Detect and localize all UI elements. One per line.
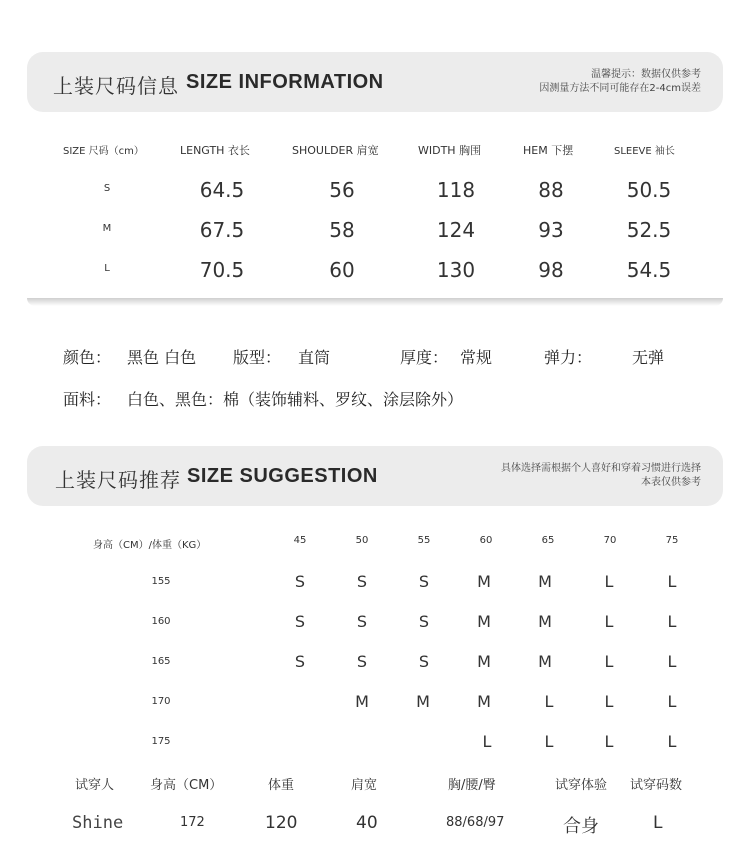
size-cell: S xyxy=(356,572,368,591)
size-cell: L xyxy=(667,732,677,751)
table-cell: 118 xyxy=(436,178,476,202)
size-cell: L xyxy=(667,572,677,591)
tryon-header: 胸/腰/臀 xyxy=(448,778,496,793)
table-cell: 50.5 xyxy=(626,178,672,202)
height-weight-header: 身高（CM）/体重（KG） xyxy=(93,540,207,551)
table-row-size: M xyxy=(102,223,112,234)
size-cell: L xyxy=(667,692,677,711)
size-cell: S xyxy=(418,652,430,671)
table-header: SIZE 尺码（cm） xyxy=(63,146,144,157)
tryon-value: 40 xyxy=(356,813,378,833)
tryon-value: 172 xyxy=(180,815,205,830)
size-information-banner xyxy=(27,52,723,112)
table-cell: 93 xyxy=(538,218,564,242)
size-information-title-cn: 上装尺码信息 xyxy=(53,74,179,98)
weight-header: 55 xyxy=(417,535,431,546)
tryon-value: 88/68/97 xyxy=(446,815,505,830)
table-header: LENGTH 衣长 xyxy=(180,144,250,157)
size-cell: S xyxy=(418,612,430,631)
thickness-label: 厚度： xyxy=(400,348,449,367)
table-cell: 52.5 xyxy=(626,218,672,242)
size-cell: M xyxy=(355,692,369,711)
table-header: SLEEVE 袖长 xyxy=(614,146,675,157)
table-cell: 67.5 xyxy=(199,218,245,242)
size-suggestion-title-en: SIZE SUGGESTION xyxy=(187,465,378,487)
elastic-value: 无弹 xyxy=(632,348,665,367)
table-cell: 124 xyxy=(436,218,476,242)
weight-header: 65 xyxy=(541,535,555,546)
size-cell: L xyxy=(604,572,614,591)
weight-header: 60 xyxy=(479,535,493,546)
size-cell: M xyxy=(477,692,491,711)
table-cell: 56 xyxy=(329,178,355,202)
size-cell: L xyxy=(544,692,554,711)
size-cell: S xyxy=(356,652,368,671)
table-cell: 88 xyxy=(538,178,564,202)
elastic-label: 弹力： xyxy=(544,348,593,367)
table-row-size: S xyxy=(103,183,111,194)
size-information-title-en: SIZE INFORMATION xyxy=(186,71,384,93)
table-header: SHOULDER 肩宽 xyxy=(292,144,379,157)
tryon-header: 身高（CM） xyxy=(150,778,223,793)
table-header: WIDTH 胸围 xyxy=(418,144,482,157)
fit-label: 版型： xyxy=(233,348,282,367)
size-suggestion-title-cn: 上装尺码推荐 xyxy=(55,468,181,492)
tryon-header: 体重 xyxy=(268,778,295,793)
size-cell: M xyxy=(538,572,552,591)
size-cell: M xyxy=(538,652,552,671)
size-suggestion-banner xyxy=(27,446,723,506)
height-label: 175 xyxy=(151,736,171,747)
table-cell: 70.5 xyxy=(199,258,245,282)
size-cell: L xyxy=(544,732,554,751)
weight-header: 70 xyxy=(603,535,617,546)
fit-value: 直筒 xyxy=(298,348,331,367)
thickness-value: 常规 xyxy=(460,348,493,367)
size-cell: L xyxy=(604,732,614,751)
size-cell: L xyxy=(604,652,614,671)
size-cell: S xyxy=(294,612,306,631)
table-row-size: L xyxy=(104,263,110,274)
size-cell: L xyxy=(667,652,677,671)
height-label: 165 xyxy=(151,656,171,667)
fabric-value: 白色、黑色：棉（装饰辅料、罗纹、涂层除外） xyxy=(127,390,464,409)
weight-header: 50 xyxy=(355,535,369,546)
size-cell: S xyxy=(356,612,368,631)
table-cell: 98 xyxy=(538,258,564,282)
size-cell: L xyxy=(667,612,677,631)
size-information-note: 温馨提示：数据仅供参考 因测量方法不同可能存在2-4cm误差 xyxy=(539,69,701,94)
table-cell: 54.5 xyxy=(626,258,672,282)
tryon-value: Shine xyxy=(72,813,124,833)
size-cell: L xyxy=(604,692,614,711)
weight-header: 45 xyxy=(293,535,307,546)
size-cell: M xyxy=(538,612,552,631)
tryon-header: 肩宽 xyxy=(351,778,378,793)
tryon-value: 合身 xyxy=(563,816,599,837)
tryon-header: 试穿人 xyxy=(75,778,115,793)
size-cell: M xyxy=(416,692,430,711)
size-cell: M xyxy=(477,572,491,591)
table-divider xyxy=(27,298,723,306)
size-cell: L xyxy=(604,612,614,631)
size-cell: M xyxy=(477,612,491,631)
table-cell: 64.5 xyxy=(199,178,245,202)
tryon-header: 试穿码数 xyxy=(630,778,683,793)
size-suggestion-note: 具体选择需根据个人喜好和穿着习惯进行选择 本表仅供参考 xyxy=(501,463,701,488)
table-cell: 130 xyxy=(436,258,476,282)
height-label: 160 xyxy=(151,616,171,627)
height-label: 155 xyxy=(151,576,171,587)
height-label: 170 xyxy=(151,696,171,707)
tryon-value: 120 xyxy=(265,813,298,833)
table-cell: 60 xyxy=(329,258,355,282)
tryon-header: 试穿体验 xyxy=(555,778,608,793)
color-value: 黑色 白色 xyxy=(127,348,197,367)
weight-header: 75 xyxy=(665,535,679,546)
tryon-value: L xyxy=(653,813,663,833)
size-cell: S xyxy=(294,652,306,671)
color-label: 颜色： xyxy=(63,348,112,367)
size-cell: L xyxy=(482,732,492,751)
table-header: HEM 下摆 xyxy=(523,144,574,157)
table-cell: 58 xyxy=(329,218,355,242)
size-cell: S xyxy=(294,572,306,591)
size-cell: M xyxy=(477,652,491,671)
fabric-label: 面料： xyxy=(63,390,112,409)
size-cell: S xyxy=(418,572,430,591)
